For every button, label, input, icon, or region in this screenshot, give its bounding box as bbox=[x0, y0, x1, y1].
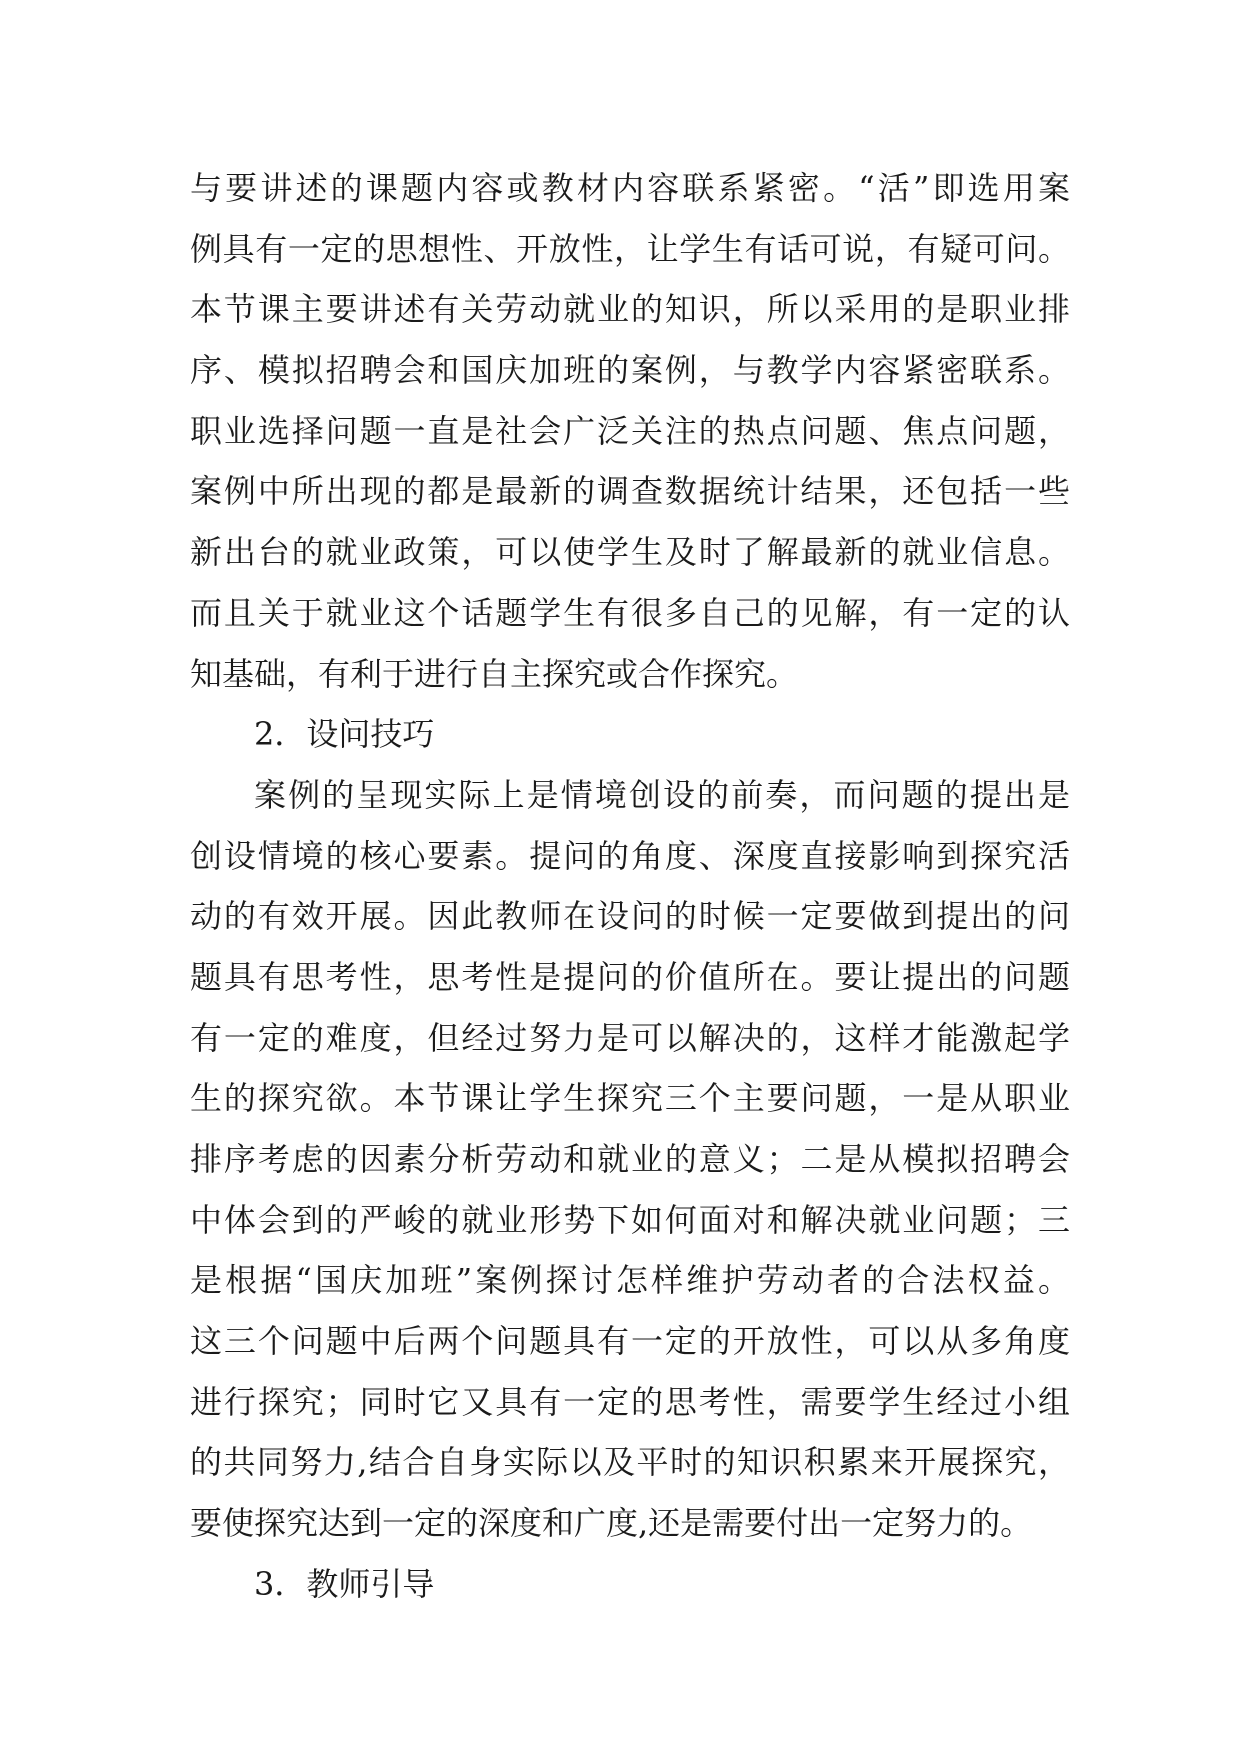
paragraph-line: 中体会到的严峻的就业形势下如何面对和解决就业问题；三 bbox=[190, 1200, 1070, 1239]
body-text bbox=[190, 158, 1070, 1615]
paragraph-line: 职业选择问题一直是社会广泛关注的热点问题、焦点问题， bbox=[190, 411, 1070, 450]
paragraph-line: 序、模拟招聘会和国庆加班的案例，与教学内容紧密联系。 bbox=[190, 351, 1070, 390]
paragraph-line: 排序考虑的因素分析劳动和就业的意义；二是从模拟招聘会 bbox=[190, 1140, 1070, 1178]
paragraph-line: 而且关于就业这个话题学生有很多自己的见解，有一定的认 bbox=[190, 593, 1070, 632]
paragraph-line: 本节课主要讲述有关劳动就业的知识，所以采用的是职业排 bbox=[190, 290, 1070, 329]
paragraph-line: 与要讲述的课题内容或教材内容联系紧密。“活”即选用案 bbox=[190, 169, 1070, 207]
paragraph-line: 新出台的就业政策，可以使学生及时了解最新的就业信息。 bbox=[190, 533, 1070, 572]
paragraph-line: 的共同努力,结合自身实际以及平时的知识积累来开展探究， bbox=[190, 1443, 1070, 1482]
paragraph-line: 题具有思考性，思考性是提问的价值所在。要让提出的问题 bbox=[190, 957, 1070, 996]
section-heading: 2．设问技巧 bbox=[254, 715, 435, 754]
paragraph-line: 案例中所出现的都是最新的调查数据统计结果，还包括一些 bbox=[190, 472, 1070, 511]
paragraph-line: 动的有效开展。因此教师在设问的时候一定要做到提出的问 bbox=[190, 897, 1070, 936]
paragraph-line: 有一定的难度，但经过努力是可以解决的，这样才能激起学 bbox=[190, 1018, 1070, 1057]
paragraph-line: 生的探究欲。本节课让学生探究三个主要问题，一是从职业 bbox=[190, 1079, 1070, 1118]
paragraph-line: 创设情境的核心要素。提问的角度、深度直接影响到探究活 bbox=[190, 836, 1070, 875]
paragraph-line: 要使探究达到一定的深度和广度,还是需要付出一定努力的。 bbox=[190, 1504, 1033, 1543]
paragraph-line: 进行探究；同时它又具有一定的思考性，需要学生经过小组 bbox=[190, 1382, 1070, 1421]
paragraph-line: 是根据“国庆加班”案例探讨怎样维护劳动者的合法权益。 bbox=[190, 1261, 1070, 1300]
paragraph-line: 知基础，有利于进行自主探究或合作探究。 bbox=[190, 654, 799, 693]
paragraph-line: 这三个问题中后两个问题具有一定的开放性，可以从多角度 bbox=[190, 1322, 1070, 1361]
paragraph-line: 例具有一定的思想性、开放性，让学生有话可说，有疑可问。 bbox=[190, 229, 1070, 268]
section-heading: 3．教师引导 bbox=[254, 1564, 435, 1603]
paragraph-line: 案例的呈现实际上是情境创设的前奏，而问题的提出是 bbox=[254, 775, 1070, 814]
